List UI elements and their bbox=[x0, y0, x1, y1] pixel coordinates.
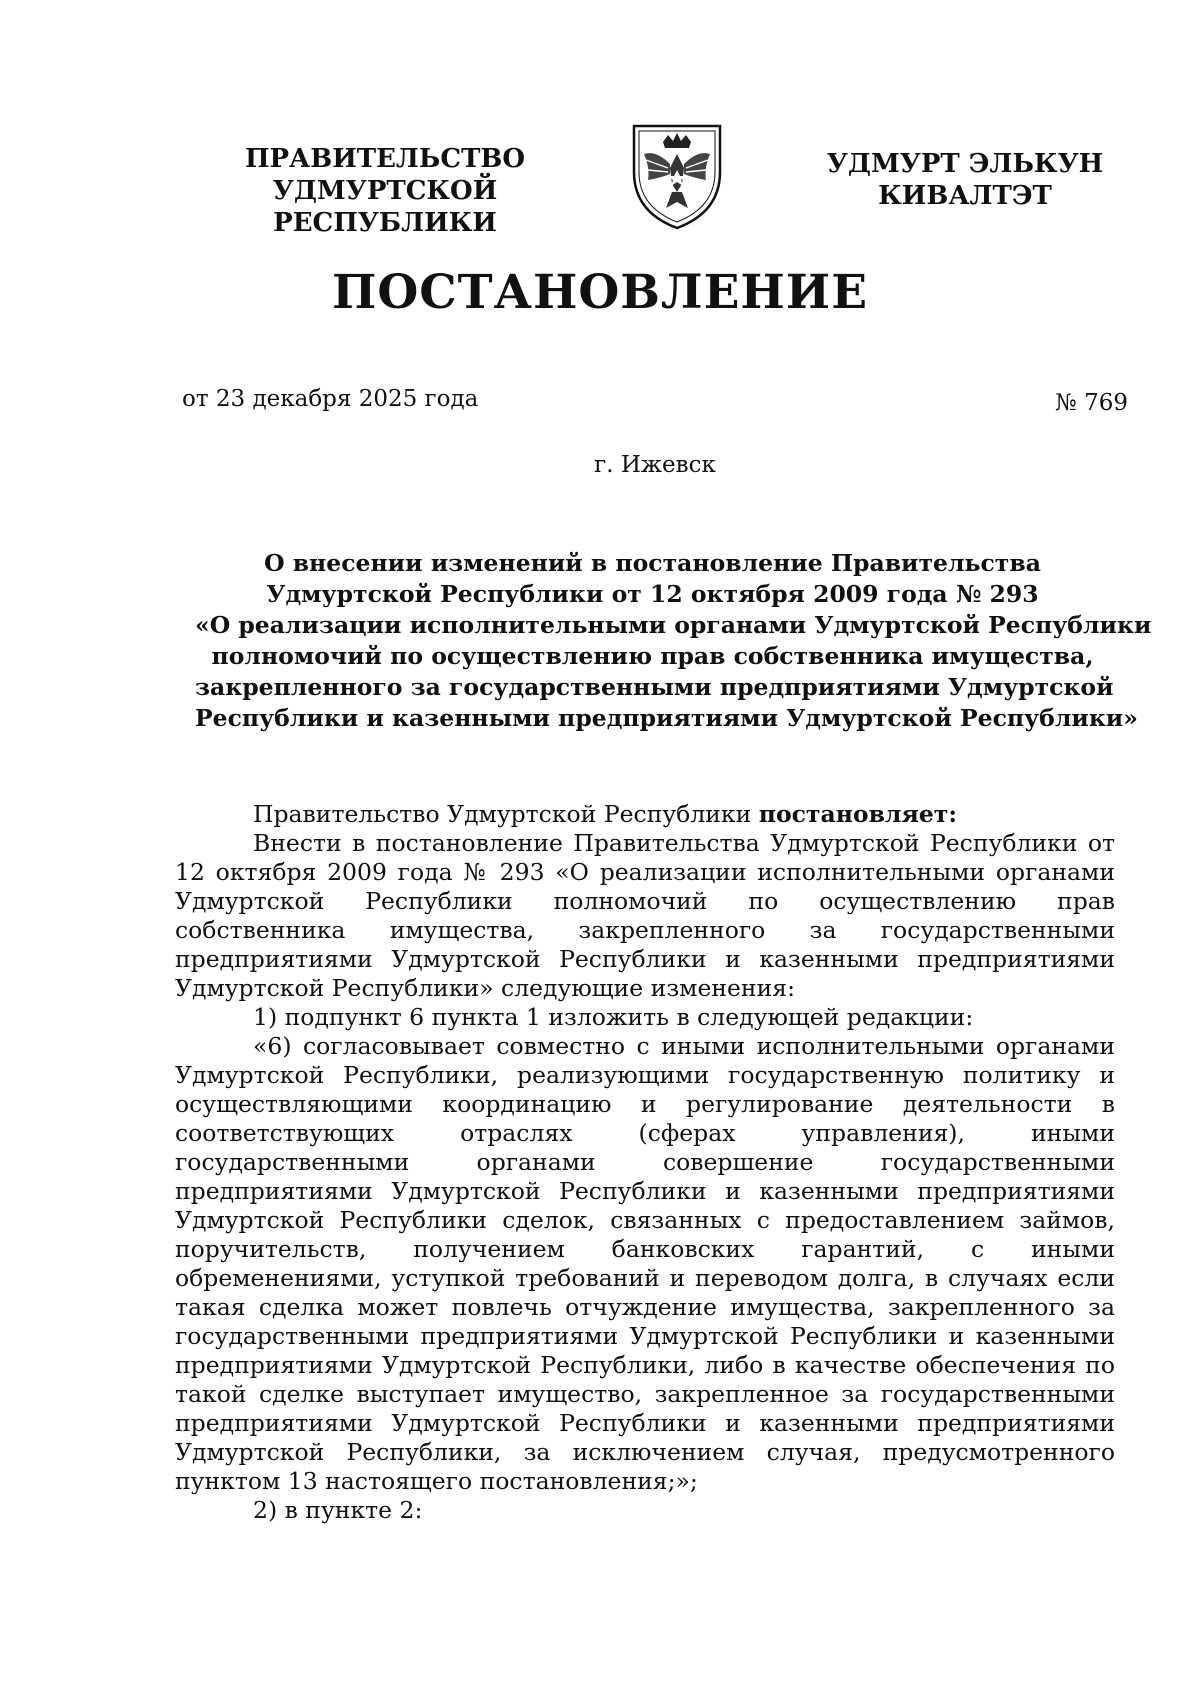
document-title bbox=[195, 548, 1152, 734]
body-paragraph-3: «6) согласовывает совместно с иными исполнительными органами Удмуртской Республики, реализующими государственную политику и осуществляющими координацию и регулирование деятельности в соответствующих отраслях (сферах управления), иными государственными органами совершение государственными предприятиями Удмуртской Республики и казенными предприятиями Удмуртской Республики сделок, связанных с предоставлением займов, поручительств, получением банковских гарантий, с иными обременениями, уступкой требований и переводом долга, в случаях если такая сделка может повлечь отчуждение имущества, закрепленного за государственными предприятиями Удмуртской Республики и казенными предприятиями Удмуртской Республики, либо в качестве обеспечения по такой сделке выступает имущество, закрепленное за государственными предприятиями Удмуртской Республики и казенными предприятиями Удмуртской Республики, за исключением случая, предусмотренного пунктом 13 настоящего постановления;»; bbox=[175, 1032, 1115, 1495]
intro-text: Правительство Удмуртской Республики bbox=[253, 800, 759, 828]
document-type-heading: ПОСТАНОВЛЕНИЕ bbox=[331, 265, 869, 320]
issuer-name-russian bbox=[175, 143, 595, 239]
intro-verb: постановляет: bbox=[758, 800, 958, 828]
document-date: от 23 декабря 2025 года bbox=[182, 386, 479, 412]
title-line: закрепленного за государственными предприятиями Удмуртской bbox=[195, 673, 1114, 701]
issuer-udmurt-line-1: УДМУРТ ЭЛЬКУН bbox=[826, 149, 1104, 179]
title-line: Республики и казенными предприятиями Удмуртской Республики» bbox=[195, 704, 1138, 732]
title-line: «О реализации исполнительными органами Удмуртской Республики bbox=[195, 611, 1152, 639]
issuer-udmurt-line-2: КИВАЛТЭТ bbox=[878, 181, 1052, 211]
body-paragraph-4: 2) в пункте 2: bbox=[253, 1496, 423, 1524]
document-body bbox=[175, 800, 1115, 1525]
udmurt-coat-of-arms-icon bbox=[628, 120, 726, 232]
resolution-intro bbox=[175, 800, 1115, 829]
document-number: № 769 bbox=[1055, 390, 1128, 416]
title-line: Удмуртской Республики от 12 октября 2009 года № 293 bbox=[266, 580, 1039, 608]
title-line: О внесении изменений в постановление Правительства bbox=[264, 549, 1041, 577]
body-paragraph-1: Внести в постановление Правительства Удмуртской Республики от 12 октября 2009 года № 293 «О реализации исполнительными органами Удмуртской Республики полномочий по осуществлению прав собственника имущества, закрепленного за государственными предприятиями Удмуртской Республики и казенными предприятиями Удмуртской Республики» следующие изменения: bbox=[175, 829, 1115, 1002]
body-paragraph-2: 1) подпункт 6 пункта 1 изложить в следующей редакции: bbox=[253, 1003, 974, 1031]
issuer-name-udmurt bbox=[820, 148, 1110, 212]
document-city: г. Ижевск bbox=[594, 452, 716, 478]
title-line: полномочий по осуществлению прав собственника имущества, bbox=[211, 642, 1094, 670]
issuer-line-1: ПРАВИТЕЛЬСТВО bbox=[244, 144, 526, 174]
issuer-line-2: УДМУРТСКОЙ РЕСПУБЛИКИ bbox=[272, 176, 498, 238]
